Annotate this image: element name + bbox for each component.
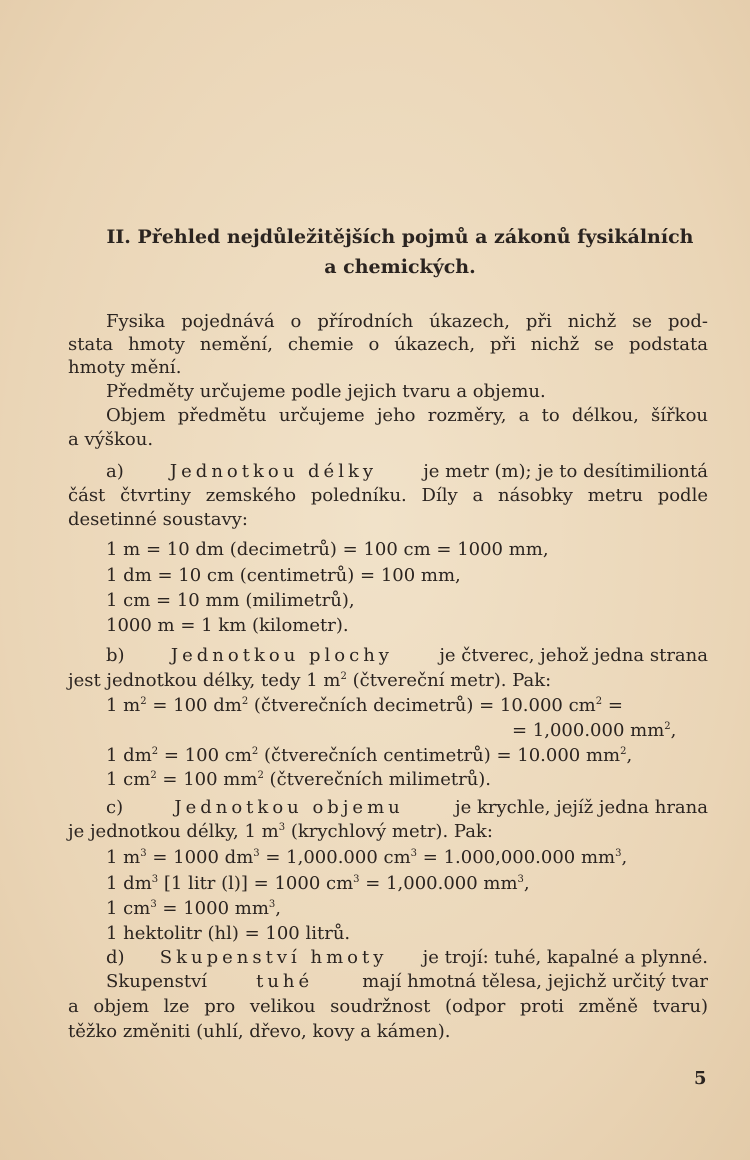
text-span: (čtverečních decimetrů) = 10.000 cm: [248, 695, 596, 716]
text-line: [106, 946, 708, 970]
text-span: (krychlový metr). Pak:: [285, 821, 493, 842]
text-line: [106, 846, 627, 870]
text-span: ,: [275, 898, 282, 919]
text-span: 1 cm: [106, 898, 151, 919]
text-span: jest jednotkou délky, tedy 1 m: [68, 670, 341, 691]
text-span: (čtverečních centimetrů) = 10.000 mm: [258, 745, 621, 766]
text-span: ,: [670, 720, 677, 741]
text-span: je jednotkou délky, 1 m: [68, 821, 279, 842]
text-span: 1 m: [106, 847, 141, 868]
text-line: stata hmoty nemění, chemie o úkazech, při nichž se podstata: [68, 334, 708, 355]
text-line: [512, 719, 676, 743]
text-line: [106, 897, 281, 921]
text-span: 1 dm: [106, 745, 152, 766]
superscript: 3: [150, 899, 157, 910]
text-span: je čtverec, jehož jedna strana: [439, 645, 708, 666]
text-line: 1 cm = 10 mm (milimetrů),: [106, 590, 355, 611]
text-span: = 1,000.000 mm: [512, 720, 665, 741]
text-line: Předměty určujeme podle jejich tvaru a objemu.: [106, 381, 546, 402]
text-line: [106, 744, 632, 768]
text-span: = 1.000,000.000 mm: [417, 847, 616, 868]
text-line: [106, 768, 491, 792]
heading-line-1: II. Přehled nejdůležitějších pojmů a zákonů fysikálních: [106, 226, 694, 248]
superscript: 2: [340, 671, 347, 682]
text-line: [106, 872, 530, 896]
superscript: 2: [241, 696, 249, 707]
spaced-term: Skupenství hmoty: [159, 947, 388, 968]
text-line: Objem předmětu určujeme jeho rozměry, a to délkou, šířkou: [106, 405, 708, 426]
text-span: =: [602, 695, 623, 716]
text-span: = 100 cm: [158, 745, 252, 766]
superscript: 2: [664, 721, 671, 732]
text-line: 1000 m = 1 km (kilometr).: [106, 615, 349, 636]
superscript: 3: [353, 874, 360, 885]
superscript: 2: [620, 746, 627, 757]
spaced-term: Jednotkou délky: [169, 461, 378, 482]
superscript: 3: [278, 822, 286, 833]
chapter-heading: [60, 222, 740, 282]
text-line: 1 dm = 10 cm (centimetrů) = 100 mm,: [106, 565, 461, 586]
text-line: 1 hektolitr (hl) = 100 litrů.: [106, 923, 351, 944]
text-line: hmoty mění.: [68, 357, 182, 378]
text-span: = 100 dm: [146, 695, 242, 716]
superscript: 3: [517, 874, 524, 885]
spaced-term: Jednotkou plochy: [170, 645, 393, 666]
text-span: 1 dm: [106, 873, 152, 894]
text-line: [68, 669, 551, 693]
superscript: 2: [257, 770, 264, 781]
superscript: 3: [410, 848, 418, 859]
text-span: ,: [621, 847, 628, 868]
text-span: je trojí: tuhé, kapalné a plynné.: [422, 947, 708, 968]
text-span: ,: [523, 873, 530, 894]
superscript: 3: [615, 848, 622, 859]
text-span: Skupenství: [106, 971, 207, 992]
text-span: je metr (m); je to desítimiliontá: [423, 461, 708, 482]
item-label: d): [106, 947, 125, 968]
text-span: ,: [626, 745, 633, 766]
text-line: 1 m = 10 dm (decimetrů) = 100 cm = 1000 mm,: [106, 539, 549, 560]
text-span: = 100 mm: [156, 769, 258, 790]
text-line: desetinné soustavy:: [68, 509, 248, 530]
superscript: 3: [253, 848, 260, 859]
superscript: 3: [151, 874, 159, 885]
superscript: 2: [251, 746, 259, 757]
text-line: [106, 970, 708, 994]
superscript: 3: [140, 848, 147, 859]
item-label: b): [106, 645, 125, 666]
text-span: (čtverečních milimetrů).: [263, 769, 492, 790]
text-span: = 1,000.000 mm: [359, 873, 518, 894]
superscript: 2: [140, 696, 147, 707]
text-line: [106, 460, 708, 484]
text-span: [1 litr (l)] = 1000 cm: [158, 873, 354, 894]
text-line: Fysika pojednává o přírodních úkazech, při nichž se pod-: [106, 311, 708, 332]
text-span: = 1000 dm: [146, 847, 254, 868]
text-line: [106, 694, 623, 718]
text-line: a objem lze pro velikou soudržnost (odpor proti změně tvaru): [68, 996, 708, 1017]
item-label: a): [106, 461, 124, 482]
page-number: 5: [694, 1068, 707, 1089]
text-line: část čtvrtiny zemského poledníku. Díly a násobky metru podle: [68, 485, 708, 506]
spaced-term: tuhé: [256, 971, 314, 992]
text-span: = 1,000.000 cm: [259, 847, 411, 868]
text-span: 1 cm: [106, 769, 151, 790]
text-line: těžko změniti (uhlí, dřevo, kovy a kámen).: [68, 1021, 451, 1042]
text-line: a výškou.: [68, 429, 154, 450]
superscript: 2: [150, 770, 157, 781]
text-span: (čtvereční metr). Pak:: [346, 670, 552, 691]
text-span: je krychle, jejíž jedna hrana: [454, 797, 708, 818]
superscript: 2: [595, 696, 603, 707]
text-span: = 1000 mm: [156, 898, 269, 919]
superscript: 2: [151, 746, 159, 757]
superscript: 3: [268, 899, 276, 910]
text-line: [68, 820, 493, 844]
text-span: 1 m: [106, 695, 141, 716]
item-label: c): [106, 797, 124, 818]
heading-line-2: a chemických.: [324, 256, 476, 278]
text-line: [106, 644, 708, 668]
text-span: mají hmotná tělesa, jejichž určitý tvar: [362, 971, 708, 992]
spaced-term: Jednotkou objemu: [174, 797, 404, 818]
text-line: [106, 796, 708, 820]
